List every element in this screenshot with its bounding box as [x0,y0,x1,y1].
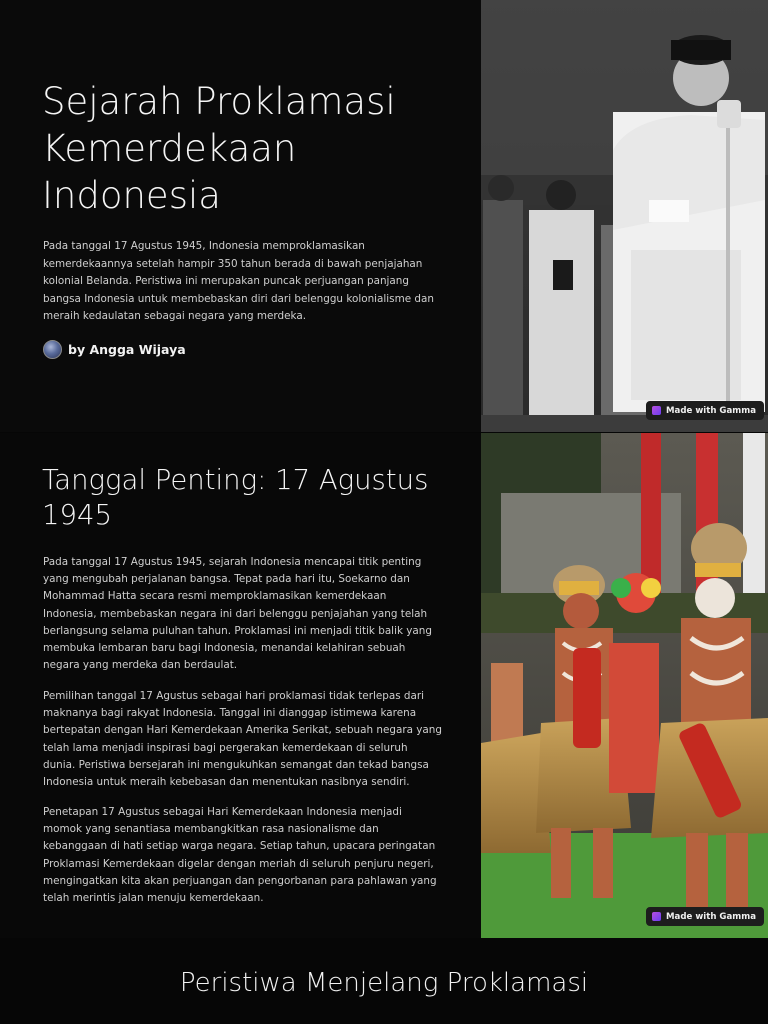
slide-title: Sejarah Proklamasi Kemerdekaan Indonesia [42,80,396,217]
made-with-gamma-badge[interactable] [646,401,764,420]
paragraph-2: Pemilihan tanggal 17 Agustus sebagai hari proklamasi tidak terlepas dari maknanya bagi rakyat Indonesia. Tanggal ini dianggap istimewa karena bertepatan dengan Hari Kemerdekaan Amerika Serikat, sebuah negara yang telah lama menjadi inspirasi bagi pergerakan kemerdekaan di seluruh dunia. Peristiwa bersejarah ini mengukuhkan semangat dan tekad bangsa Indonesia untuk meraih kebebasan dan menentukan nasibnya sendiri. [43,690,442,789]
slide-title: Tanggal Penting: 17 Agustus 1945 [42,464,429,531]
gamma-logo-icon [652,912,661,921]
badge-label: Made with Gamma [666,911,756,922]
proclamation-photo [481,0,768,432]
paragraph-1: Pada tanggal 17 Agustus 1945, sejarah Indonesia mencapai titik penting yang mengubah perjalanan bangsa. Tepat pada hari itu, Soekarno dan Mohammad Hatta secara resmi memproklamasikan kemerdekaan Indonesia, membebaskan negara ini dari belenggu penjajahan yang telah berlangsung selama puluhan tahun. Proklamasi ini menjadi titik balik yang membuka lembaran baru bagi Indonesia, menandai kelahiran sebuah negara yang merdeka dan berdaulat. [43,556,432,672]
papuan-dancers-photo [481,433,768,938]
next-slide-title: Peristiwa Menjelang Proklamasi [179,968,589,998]
avatar [43,340,62,359]
slide-important-date [0,433,768,938]
slide-proclamation-history [0,0,768,432]
gamma-logo-icon [652,406,661,415]
made-with-gamma-badge[interactable] [646,907,764,926]
author-name: by Angga Wijaya [68,341,186,357]
paragraph-3: Penetapan 17 Agustus sebagai Hari Kemerdekaan Indonesia menjadi momok yang senantiasa membangkitkan rasa nasionalisme dan kebanggaan di hati setiap warga negara. Setiap tahun, upacara peringatan Proklamasi Kemerdekaan digelar dengan meriah di seluruh penjuru negeri, mengingatkan kita akan perjuangan dan pengorbanan para pahlawan yang telah merintis jalan menuju kemerdekaan. [43,806,437,905]
badge-label: Made with Gamma [666,405,756,416]
intro-paragraph: Pada tanggal 17 Agustus 1945, Indonesia memproklamasikan kemerdekaannya setelah hampir 350 tahun berada di bawah penjajahan kolonial Belanda. Peristiwa ini merupakan puncak perjuangan panjang bangsa Indonesia untuk membebaskan diri dari belenggu kolonialisme dan meraih kedaulatan sebagai negara yang merdeka. [43,240,434,323]
author-byline [43,340,186,358]
